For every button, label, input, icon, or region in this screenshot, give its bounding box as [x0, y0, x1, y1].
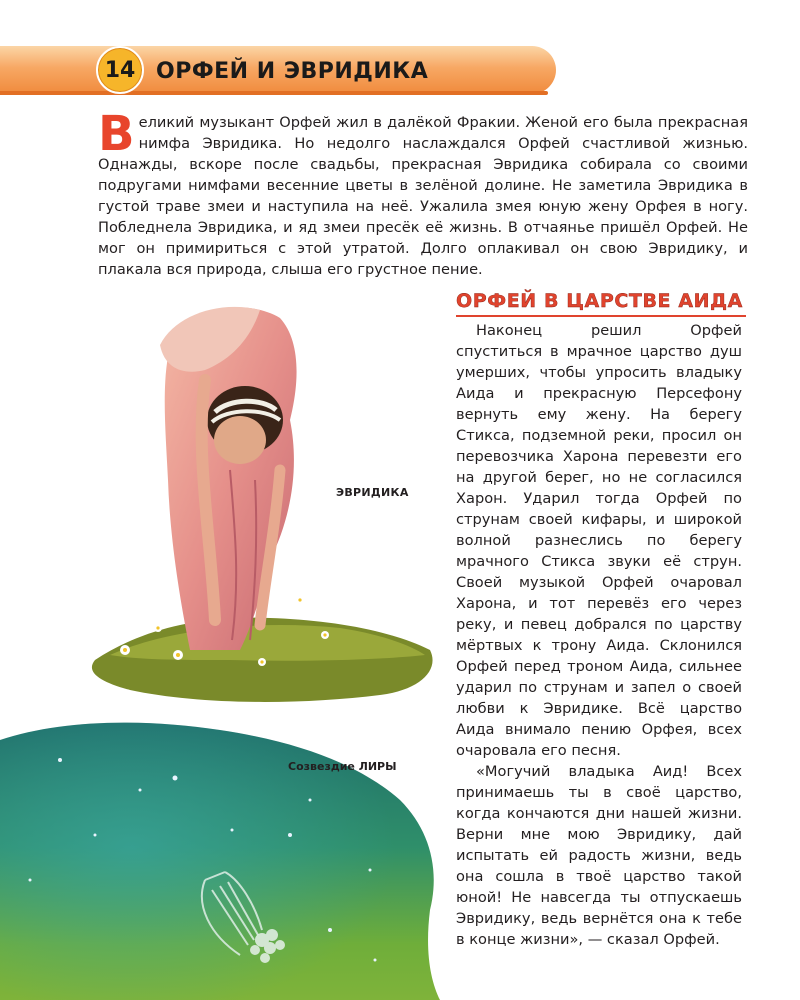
chapter-title: ОРФЕЙ И ЭВРИДИКА [156, 59, 429, 84]
lyra-caption [288, 760, 397, 773]
eurydice-illustration [92, 307, 433, 702]
intro-text: еликий музыкант Орфей жил в далёкой Фракии. Женой его была прекрасная нимфа Эвридика. Но недолго наслаждался Орфей счастливой жизнью. Однажды, вскоре после свадьбы, прекрасная Эвридика собирала со своими подругами нимфами весенние цветы в зелёной долине. Не заметила Эвридика в густой траве змеи и наступила на неё. Ужалила змея юную жену Орфея в ногу. Побледнела Эвридика, и яд змеи пресёк её жизнь. В отчаянье пришёл Орфей. Не мог он примириться с этой утратой. Долго оплакивал он свою Эвридику, и плакала вся природа, слыша его грустное пение. [98, 114, 748, 278]
lyra-caption-name: ЛИРЫ [358, 760, 397, 773]
drop-cap: В [98, 106, 135, 162]
section-body [456, 320, 742, 950]
section-heading: ОРФЕЙ В ЦАРСТВЕ АИДА [456, 290, 743, 312]
chapter-number: 14 [104, 57, 136, 83]
section-paragraph-1: Наконец решил Орфей спуститься в мрачное царство душ умерших, чтобы упросить владыку Аида и прекрасную Персефону вернуть ему жену. На берегу Стикса, подземной реки, просил он перевозчика Харона перевезти его на другой берег, но не согласился Харон. Ударил тогда Орфей по струнам своей кифары, и широкой волной разнеслись по берегу мрачного Стикса звуки её струн. Своей музыкой Орфей очаровал Харона, и тот перевёз его через реку, и певец добрался по царству мёртвых к трону Аида. Склонился Орфей перед троном Аида, сильнее ударил по струнам и запел о своей любви к Эвридике. Всё царство Аида внимало пению Орфея, всех очаровала его песня. [456, 322, 742, 759]
section-heading-underline [456, 315, 746, 317]
lyra-caption-prefix: Созвездие [288, 760, 359, 773]
section-paragraph-2: «Могучий владыка Аид! Всех принимаешь ты в своё царство, когда кончаются дни нашей жизни. Верни мне мою Эвридику, дай испытать ей радость жизни, ведь она сошла в твоё царство такой юной! Не навсегда ты отпускаешь Эвридику, ведь вернётся она к тебе в конце жизни», — сказал Орфей. [456, 763, 742, 948]
eurydice-caption: ЭВРИДИКА [336, 486, 409, 499]
